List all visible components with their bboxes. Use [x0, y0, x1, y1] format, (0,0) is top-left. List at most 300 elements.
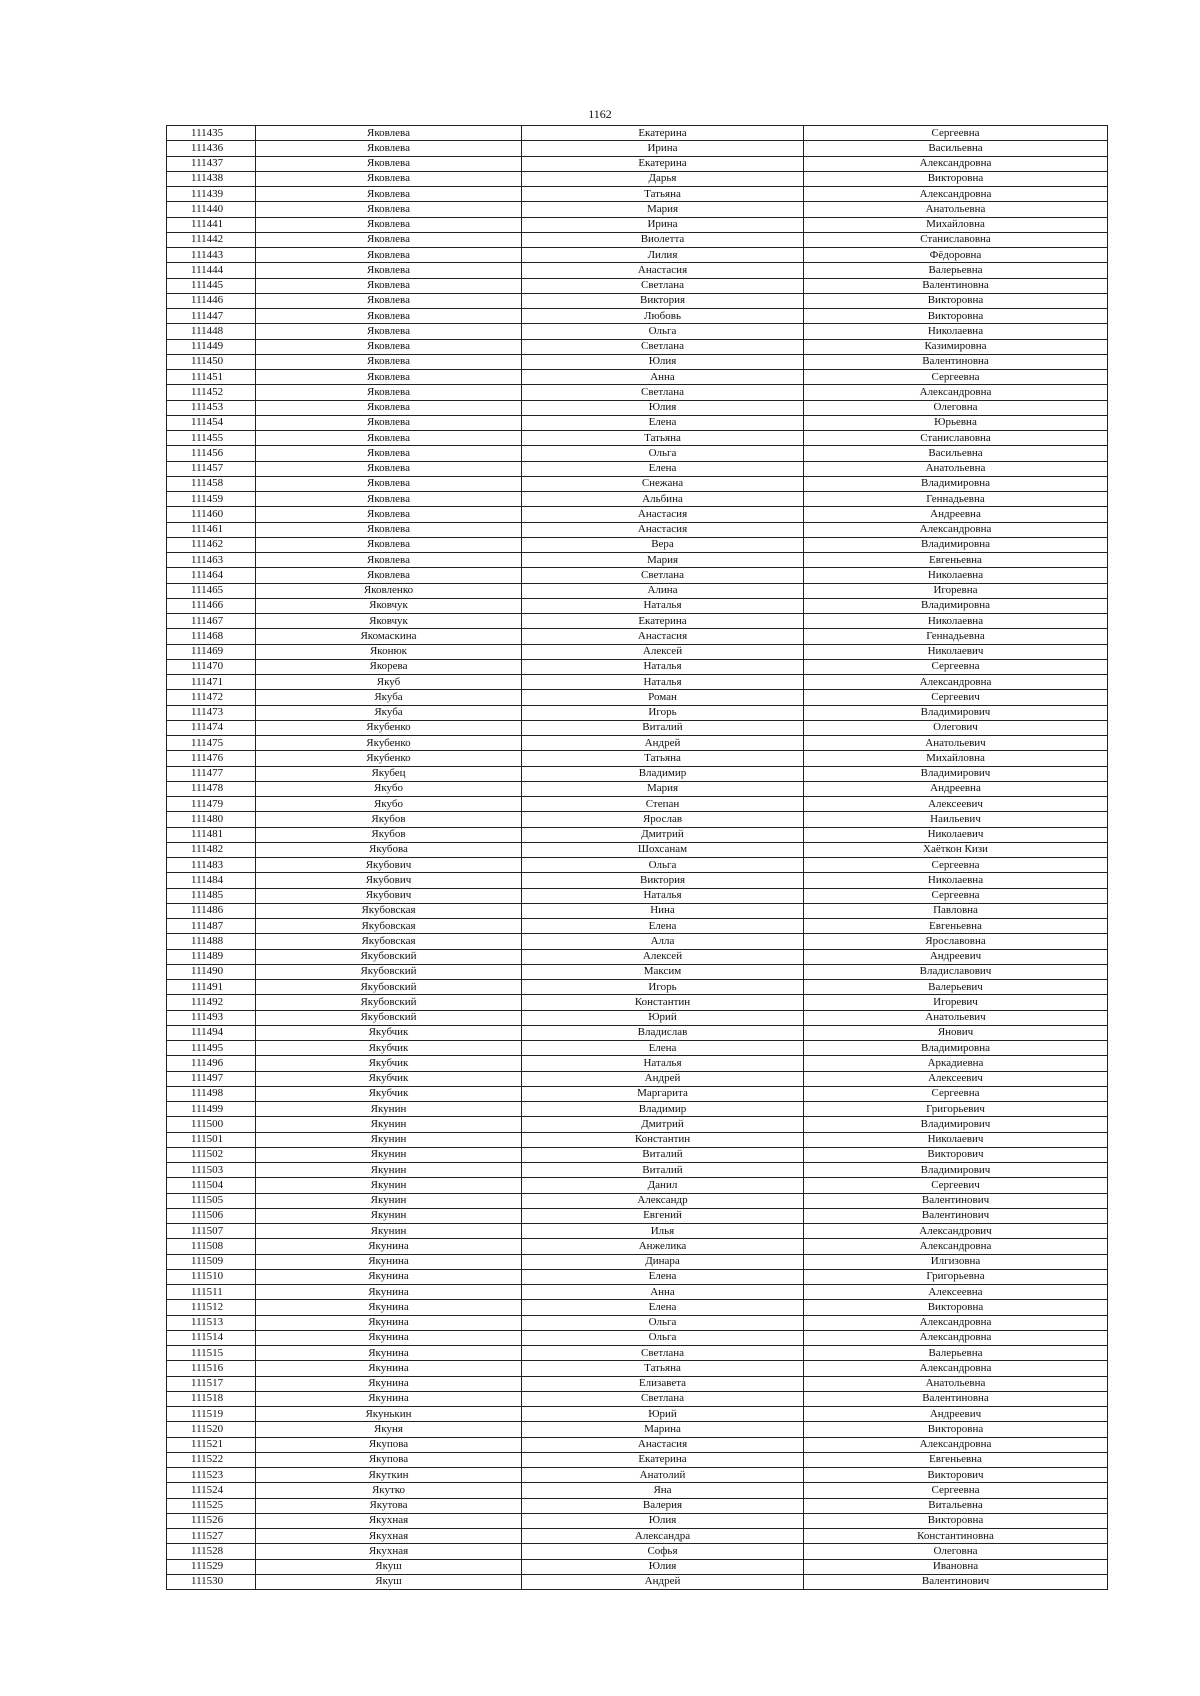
- first-name-cell: Дарья: [522, 171, 804, 186]
- record-number-cell: 111453: [167, 400, 256, 415]
- patronymic-cell: Александрович: [804, 1224, 1108, 1239]
- last-name-cell: Якупова: [256, 1452, 522, 1467]
- table-row: [167, 1208, 1108, 1223]
- first-name-cell: Ольга: [522, 1330, 804, 1345]
- table-row: [167, 1132, 1108, 1147]
- first-name-cell: Елена: [522, 415, 804, 430]
- first-name-cell: Дмитрий: [522, 827, 804, 842]
- table-row: [167, 1391, 1108, 1406]
- last-name-cell: Яковлева: [256, 278, 522, 293]
- first-name-cell: Константин: [522, 995, 804, 1010]
- record-number-cell: 111447: [167, 309, 256, 324]
- patronymic-cell: Валерьевна: [804, 1346, 1108, 1361]
- last-name-cell: Якорева: [256, 659, 522, 674]
- table-row: [167, 293, 1108, 308]
- table-row: [167, 1361, 1108, 1376]
- table-row: [167, 1544, 1108, 1559]
- table-row: [167, 1513, 1108, 1528]
- last-name-cell: Яковлева: [256, 293, 522, 308]
- patronymic-cell: Викторовна: [804, 1300, 1108, 1315]
- record-number-cell: 111496: [167, 1056, 256, 1071]
- first-name-cell: Светлана: [522, 339, 804, 354]
- last-name-cell: Яковлева: [256, 156, 522, 171]
- first-name-cell: Алексей: [522, 644, 804, 659]
- record-number-cell: 111480: [167, 812, 256, 827]
- last-name-cell: Якунина: [256, 1361, 522, 1376]
- last-name-cell: Яковлева: [256, 507, 522, 522]
- first-name-cell: Игорь: [522, 705, 804, 720]
- last-name-cell: Якунин: [256, 1102, 522, 1117]
- patronymic-cell: Викторовна: [804, 293, 1108, 308]
- record-number-cell: 111499: [167, 1102, 256, 1117]
- last-name-cell: Якубенко: [256, 720, 522, 735]
- patronymic-cell: Константиновна: [804, 1529, 1108, 1544]
- last-name-cell: Яковлева: [256, 324, 522, 339]
- record-number-cell: 111511: [167, 1285, 256, 1300]
- record-number-cell: 111443: [167, 248, 256, 263]
- patronymic-cell: Николаевич: [804, 827, 1108, 842]
- patronymic-cell: Валентинович: [804, 1193, 1108, 1208]
- table-row: [167, 461, 1108, 476]
- record-number-cell: 111509: [167, 1254, 256, 1269]
- patronymic-cell: Павловна: [804, 903, 1108, 918]
- record-number-cell: 111510: [167, 1269, 256, 1284]
- table-row: [167, 187, 1108, 202]
- table-row: [167, 766, 1108, 781]
- patronymic-cell: Геннадьевна: [804, 629, 1108, 644]
- first-name-cell: Юрий: [522, 1407, 804, 1422]
- first-name-cell: Елена: [522, 1269, 804, 1284]
- table-row: [167, 537, 1108, 552]
- last-name-cell: Якунина: [256, 1330, 522, 1345]
- table-row: [167, 995, 1108, 1010]
- last-name-cell: Яковлева: [256, 187, 522, 202]
- table-row: [167, 217, 1108, 232]
- patronymic-cell: Анатольевна: [804, 202, 1108, 217]
- patronymic-cell: Михайловна: [804, 217, 1108, 232]
- table-row: [167, 1269, 1108, 1284]
- record-number-cell: 111526: [167, 1513, 256, 1528]
- table-row: [167, 126, 1108, 141]
- table-row: [167, 842, 1108, 857]
- last-name-cell: Яковлева: [256, 537, 522, 552]
- record-number-cell: 111501: [167, 1132, 256, 1147]
- record-number-cell: 111475: [167, 736, 256, 751]
- patronymic-cell: Владимирович: [804, 1163, 1108, 1178]
- record-number-cell: 111462: [167, 537, 256, 552]
- table-row: [167, 1254, 1108, 1269]
- record-number-cell: 111459: [167, 492, 256, 507]
- first-name-cell: Екатерина: [522, 156, 804, 171]
- first-name-cell: Екатерина: [522, 1452, 804, 1467]
- patronymic-cell: Андреевич: [804, 949, 1108, 964]
- table-row: [167, 1330, 1108, 1345]
- table-row: [167, 431, 1108, 446]
- last-name-cell: Якунин: [256, 1163, 522, 1178]
- last-name-cell: Якухная: [256, 1529, 522, 1544]
- last-name-cell: Яковлева: [256, 217, 522, 232]
- first-name-cell: Анна: [522, 1285, 804, 1300]
- record-number-cell: 111483: [167, 858, 256, 873]
- first-name-cell: Андрей: [522, 736, 804, 751]
- first-name-cell: Александр: [522, 1193, 804, 1208]
- patronymic-cell: Викторовна: [804, 171, 1108, 186]
- table-row: [167, 492, 1108, 507]
- patronymic-cell: Владимировна: [804, 1041, 1108, 1056]
- record-number-cell: 111492: [167, 995, 256, 1010]
- table-row: [167, 1300, 1108, 1315]
- patronymic-cell: Викторовна: [804, 1422, 1108, 1437]
- first-name-cell: Елена: [522, 919, 804, 934]
- patronymic-cell: Николаевна: [804, 324, 1108, 339]
- first-name-cell: Ольга: [522, 324, 804, 339]
- record-number-cell: 111440: [167, 202, 256, 217]
- first-name-cell: Анастасия: [522, 263, 804, 278]
- first-name-cell: Елена: [522, 461, 804, 476]
- first-name-cell: Игорь: [522, 980, 804, 995]
- last-name-cell: Якунин: [256, 1193, 522, 1208]
- patronymic-cell: Владиславович: [804, 964, 1108, 979]
- table-row: [167, 354, 1108, 369]
- last-name-cell: Якубова: [256, 842, 522, 857]
- last-name-cell: Якубо: [256, 781, 522, 796]
- table-row: [167, 736, 1108, 751]
- record-number-cell: 111436: [167, 141, 256, 156]
- record-number-cell: 111442: [167, 232, 256, 247]
- last-name-cell: Якунин: [256, 1147, 522, 1162]
- table-row: [167, 476, 1108, 491]
- last-name-cell: Яковлева: [256, 492, 522, 507]
- registry-table: [166, 125, 1108, 1590]
- record-number-cell: 111504: [167, 1178, 256, 1193]
- record-number-cell: 111514: [167, 1330, 256, 1345]
- patronymic-cell: Янович: [804, 1025, 1108, 1040]
- record-number-cell: 111484: [167, 873, 256, 888]
- last-name-cell: Якутко: [256, 1483, 522, 1498]
- table-row: [167, 522, 1108, 537]
- first-name-cell: Данил: [522, 1178, 804, 1193]
- last-name-cell: Якунина: [256, 1376, 522, 1391]
- first-name-cell: Владимир: [522, 1102, 804, 1117]
- first-name-cell: Светлана: [522, 385, 804, 400]
- first-name-cell: Ольга: [522, 446, 804, 461]
- last-name-cell: Якунина: [256, 1269, 522, 1284]
- patronymic-cell: Николаевна: [804, 873, 1108, 888]
- patronymic-cell: Александровна: [804, 1315, 1108, 1330]
- first-name-cell: Алла: [522, 934, 804, 949]
- table-row: [167, 1224, 1108, 1239]
- record-number-cell: 111525: [167, 1498, 256, 1513]
- record-number-cell: 111518: [167, 1391, 256, 1406]
- record-number-cell: 111505: [167, 1193, 256, 1208]
- last-name-cell: Якунин: [256, 1117, 522, 1132]
- first-name-cell: Динара: [522, 1254, 804, 1269]
- first-name-cell: Татьяна: [522, 187, 804, 202]
- table-row: [167, 1147, 1108, 1162]
- first-name-cell: Ирина: [522, 217, 804, 232]
- patronymic-cell: Наильевич: [804, 812, 1108, 827]
- last-name-cell: Яковлева: [256, 370, 522, 385]
- patronymic-cell: Сергеевна: [804, 1483, 1108, 1498]
- patronymic-cell: Юрьевна: [804, 415, 1108, 430]
- patronymic-cell: Владимировна: [804, 476, 1108, 491]
- record-number-cell: 111513: [167, 1315, 256, 1330]
- first-name-cell: Роман: [522, 690, 804, 705]
- last-name-cell: Якупова: [256, 1437, 522, 1452]
- first-name-cell: Светлана: [522, 1391, 804, 1406]
- first-name-cell: Виолетта: [522, 232, 804, 247]
- record-number-cell: 111506: [167, 1208, 256, 1223]
- first-name-cell: Юлия: [522, 400, 804, 415]
- last-name-cell: Якуткин: [256, 1468, 522, 1483]
- patronymic-cell: Владимирович: [804, 705, 1108, 720]
- first-name-cell: Софья: [522, 1544, 804, 1559]
- table-row: [167, 1010, 1108, 1025]
- first-name-cell: Татьяна: [522, 431, 804, 446]
- last-name-cell: Якубчик: [256, 1071, 522, 1086]
- last-name-cell: Яковлева: [256, 522, 522, 537]
- patronymic-cell: Сергеевна: [804, 888, 1108, 903]
- table-row: [167, 568, 1108, 583]
- patronymic-cell: Сергеевич: [804, 690, 1108, 705]
- record-number-cell: 111465: [167, 583, 256, 598]
- table-row: [167, 1193, 1108, 1208]
- record-number-cell: 111481: [167, 827, 256, 842]
- patronymic-cell: Ярославовна: [804, 934, 1108, 949]
- record-number-cell: 111522: [167, 1452, 256, 1467]
- record-number-cell: 111437: [167, 156, 256, 171]
- last-name-cell: Якутова: [256, 1498, 522, 1513]
- first-name-cell: Максим: [522, 964, 804, 979]
- last-name-cell: Яковлева: [256, 232, 522, 247]
- record-number-cell: 111452: [167, 385, 256, 400]
- table-row: [167, 659, 1108, 674]
- last-name-cell: Якубович: [256, 888, 522, 903]
- table-row: [167, 553, 1108, 568]
- first-name-cell: Елена: [522, 1041, 804, 1056]
- table-row: [167, 827, 1108, 842]
- patronymic-cell: Валерьевна: [804, 263, 1108, 278]
- patronymic-cell: Анатольевна: [804, 461, 1108, 476]
- patronymic-cell: Николаевич: [804, 644, 1108, 659]
- table-row: [167, 705, 1108, 720]
- record-number-cell: 111472: [167, 690, 256, 705]
- table-row: [167, 1071, 1108, 1086]
- table-row: [167, 446, 1108, 461]
- first-name-cell: Юлия: [522, 354, 804, 369]
- last-name-cell: Якухная: [256, 1544, 522, 1559]
- record-number-cell: 111512: [167, 1300, 256, 1315]
- first-name-cell: Елизавета: [522, 1376, 804, 1391]
- last-name-cell: Яковлева: [256, 248, 522, 263]
- first-name-cell: Евгений: [522, 1208, 804, 1223]
- table-row: [167, 171, 1108, 186]
- table-row: [167, 309, 1108, 324]
- last-name-cell: Якуба: [256, 690, 522, 705]
- last-name-cell: Якунина: [256, 1346, 522, 1361]
- patronymic-cell: Валентиновна: [804, 278, 1108, 293]
- record-number-cell: 111521: [167, 1437, 256, 1452]
- patronymic-cell: Илгизовна: [804, 1254, 1108, 1269]
- patronymic-cell: Валентиновна: [804, 1391, 1108, 1406]
- patronymic-cell: Анатольевна: [804, 1376, 1108, 1391]
- first-name-cell: Маргарита: [522, 1086, 804, 1101]
- table-row: [167, 1422, 1108, 1437]
- first-name-cell: Юрий: [522, 1010, 804, 1025]
- last-name-cell: Якубовская: [256, 934, 522, 949]
- record-number-cell: 111448: [167, 324, 256, 339]
- last-name-cell: Яковлева: [256, 568, 522, 583]
- patronymic-cell: Александровна: [804, 187, 1108, 202]
- last-name-cell: Якубов: [256, 827, 522, 842]
- table-row: [167, 385, 1108, 400]
- table-row: [167, 858, 1108, 873]
- table-row: [167, 1117, 1108, 1132]
- patronymic-cell: Григорьевна: [804, 1269, 1108, 1284]
- first-name-cell: Виталий: [522, 1147, 804, 1162]
- record-number-cell: 111524: [167, 1483, 256, 1498]
- record-number-cell: 111502: [167, 1147, 256, 1162]
- table-row: [167, 980, 1108, 995]
- table-row: [167, 934, 1108, 949]
- last-name-cell: Яковлева: [256, 461, 522, 476]
- first-name-cell: Светлана: [522, 1346, 804, 1361]
- record-number-cell: 111454: [167, 415, 256, 430]
- table-row: [167, 1239, 1108, 1254]
- record-number-cell: 111493: [167, 1010, 256, 1025]
- first-name-cell: Анастасия: [522, 522, 804, 537]
- last-name-cell: Яковчук: [256, 614, 522, 629]
- last-name-cell: Якунина: [256, 1315, 522, 1330]
- patronymic-cell: Васильевна: [804, 446, 1108, 461]
- first-name-cell: Константин: [522, 1132, 804, 1147]
- record-number-cell: 111527: [167, 1529, 256, 1544]
- last-name-cell: Якубенко: [256, 736, 522, 751]
- last-name-cell: Якухная: [256, 1513, 522, 1528]
- first-name-cell: Марина: [522, 1422, 804, 1437]
- last-name-cell: Якубовский: [256, 949, 522, 964]
- patronymic-cell: Александровна: [804, 385, 1108, 400]
- patronymic-cell: Александровна: [804, 522, 1108, 537]
- table-row: [167, 751, 1108, 766]
- patronymic-cell: Валерьевич: [804, 980, 1108, 995]
- last-name-cell: Якомаскина: [256, 629, 522, 644]
- table-row: [167, 339, 1108, 354]
- patronymic-cell: Николаевич: [804, 1132, 1108, 1147]
- last-name-cell: Яконюк: [256, 644, 522, 659]
- patronymic-cell: Александровна: [804, 156, 1108, 171]
- table-row: [167, 1529, 1108, 1544]
- first-name-cell: Ольга: [522, 858, 804, 873]
- record-number-cell: 111497: [167, 1071, 256, 1086]
- first-name-cell: Анастасия: [522, 1437, 804, 1452]
- patronymic-cell: Александровна: [804, 1239, 1108, 1254]
- record-number-cell: 111476: [167, 751, 256, 766]
- record-number-cell: 111474: [167, 720, 256, 735]
- first-name-cell: Виталий: [522, 1163, 804, 1178]
- first-name-cell: Наталья: [522, 888, 804, 903]
- table-row: [167, 812, 1108, 827]
- patronymic-cell: Михайловна: [804, 751, 1108, 766]
- patronymic-cell: Александровна: [804, 1437, 1108, 1452]
- last-name-cell: Якубов: [256, 812, 522, 827]
- table-row: [167, 598, 1108, 613]
- patronymic-cell: Сергеевна: [804, 858, 1108, 873]
- patronymic-cell: Григорьевич: [804, 1102, 1108, 1117]
- first-name-cell: Юлия: [522, 1513, 804, 1528]
- last-name-cell: Якубовская: [256, 919, 522, 934]
- patronymic-cell: Евгеньевна: [804, 919, 1108, 934]
- record-number-cell: 111528: [167, 1544, 256, 1559]
- first-name-cell: Анна: [522, 370, 804, 385]
- table-row: [167, 1559, 1108, 1574]
- last-name-cell: Якуш: [256, 1559, 522, 1574]
- table-row: [167, 324, 1108, 339]
- first-name-cell: Нина: [522, 903, 804, 918]
- table-row: [167, 232, 1108, 247]
- table-row: [167, 248, 1108, 263]
- first-name-cell: Юлия: [522, 1559, 804, 1574]
- last-name-cell: Яковлева: [256, 415, 522, 430]
- first-name-cell: Илья: [522, 1224, 804, 1239]
- table-row: [167, 507, 1108, 522]
- record-number-cell: 111445: [167, 278, 256, 293]
- last-name-cell: Якуш: [256, 1574, 522, 1589]
- first-name-cell: Ольга: [522, 1315, 804, 1330]
- patronymic-cell: Валентинович: [804, 1208, 1108, 1223]
- last-name-cell: Якубович: [256, 873, 522, 888]
- record-number-cell: 111458: [167, 476, 256, 491]
- last-name-cell: Якунин: [256, 1178, 522, 1193]
- record-number-cell: 111488: [167, 934, 256, 949]
- table-row: [167, 583, 1108, 598]
- patronymic-cell: Анатольевич: [804, 1010, 1108, 1025]
- record-number-cell: 111530: [167, 1574, 256, 1589]
- record-number-cell: 111456: [167, 446, 256, 461]
- table-row: [167, 1056, 1108, 1071]
- first-name-cell: Андрей: [522, 1071, 804, 1086]
- first-name-cell: Владислав: [522, 1025, 804, 1040]
- table-row: [167, 919, 1108, 934]
- patronymic-cell: Игоревич: [804, 995, 1108, 1010]
- last-name-cell: Якубовский: [256, 980, 522, 995]
- record-number-cell: 111485: [167, 888, 256, 903]
- last-name-cell: Якубо: [256, 797, 522, 812]
- last-name-cell: Яковлева: [256, 354, 522, 369]
- last-name-cell: Якубовская: [256, 903, 522, 918]
- table-row: [167, 873, 1108, 888]
- record-number-cell: 111515: [167, 1346, 256, 1361]
- last-name-cell: Яковлева: [256, 141, 522, 156]
- registry-table-body: [167, 126, 1108, 1590]
- record-number-cell: 111519: [167, 1407, 256, 1422]
- last-name-cell: Якубенко: [256, 751, 522, 766]
- record-number-cell: 111449: [167, 339, 256, 354]
- record-number-cell: 111500: [167, 1117, 256, 1132]
- last-name-cell: Яковлева: [256, 400, 522, 415]
- record-number-cell: 111438: [167, 171, 256, 186]
- table-row: [167, 415, 1108, 430]
- last-name-cell: Якунин: [256, 1224, 522, 1239]
- last-name-cell: Яковлева: [256, 385, 522, 400]
- page-number: 1162: [588, 107, 612, 121]
- last-name-cell: Яковлева: [256, 476, 522, 491]
- table-row: [167, 1102, 1108, 1117]
- patronymic-cell: Витальевна: [804, 1498, 1108, 1513]
- table-row: [167, 781, 1108, 796]
- record-number-cell: 111486: [167, 903, 256, 918]
- record-number-cell: 111460: [167, 507, 256, 522]
